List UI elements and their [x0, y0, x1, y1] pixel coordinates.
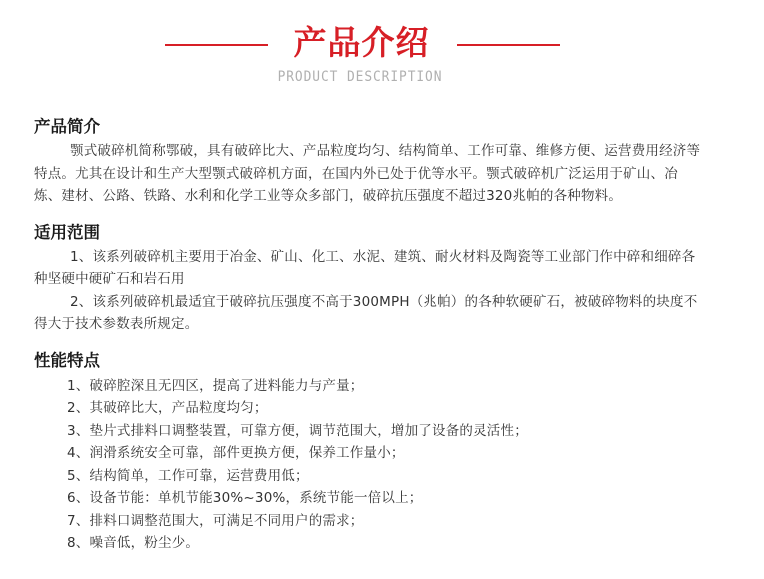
scope-paragraph-1: 1、该系列破碎机主要用于冶金、矿山、化工、水泥、建筑、耐火材料及陶瓷等工业部门作中碎和细碎各种坚硬中硬矿石和岩石用 [34, 248, 696, 287]
scope-paragraph-2: 2、该系列破碎机最适宜于破碎抗压强度不高于300MPH（兆帕）的各种软硬矿石，被破碎物料的块度不得大于技术参数表所规定。 [34, 293, 698, 332]
page-title: 产品介绍 [293, 23, 430, 62]
feature-list [34, 375, 704, 555]
product-description [34, 114, 704, 555]
list-item: 8、噪音低，粉尘少。 [67, 535, 200, 551]
title-divider-right [457, 44, 560, 46]
list-item: 3、垫片式排料口调整装置，可靠方便，调节范围大，增加了设备的灵活性； [67, 422, 528, 439]
list-item: 6、设备节能：单机节能30%~30%，系统节能一倍以上； [67, 490, 423, 506]
page-subtitle: PRODUCT DESCRIPTION [277, 69, 443, 85]
list-item: 5、结构简单，工作可靠，运营费用低； [67, 467, 309, 484]
intro-paragraph: 颚式破碎机简称鄂破，具有破碎比大、产品粒度均匀、结构简单、工作可靠、维修方便、运营费用经济等特点。尤其在设计和生产大型颚式破碎机方面，在国内外已处于优等水平。颚式破碎机广泛运用于矿山、冶炼、建材、公路、铁路、水利和化学工业等众多部门，破碎抗压强度不超过320兆帕的各种物料。 [34, 143, 701, 204]
section-title-features: 性能特点 [34, 350, 100, 370]
list-item: 1、破碎腔深且无四区，提高了进料能力与产量； [67, 377, 364, 394]
list-item: 2、其破碎比大，产品粒度均匀； [67, 400, 268, 416]
title-divider-left [165, 44, 268, 46]
list-item: 4、润滑系统安全可靠，部件更换方便，保养工作量小； [67, 445, 405, 461]
page-header [0, 20, 764, 100]
section-title-intro: 产品简介 [34, 117, 100, 136]
section-title-scope: 适用范围 [34, 222, 100, 242]
list-item: 7、排料口调整范围大，可满足不同用户的需求； [67, 512, 364, 529]
